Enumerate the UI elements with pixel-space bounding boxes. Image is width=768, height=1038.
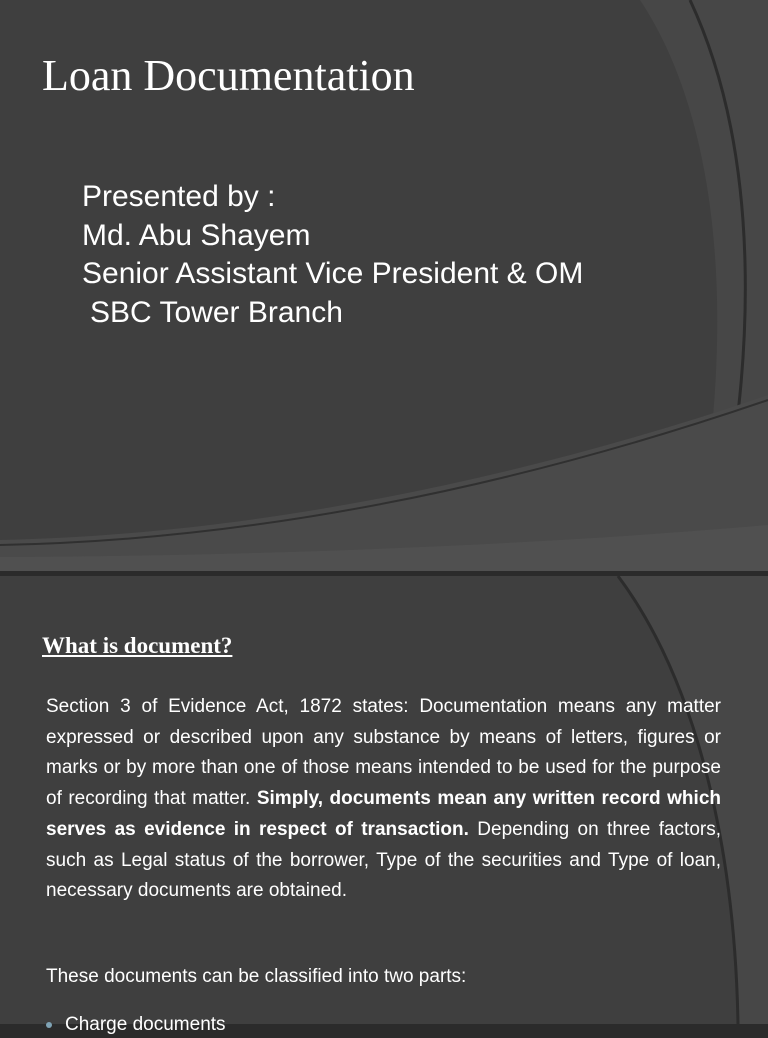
presenter-block bbox=[82, 178, 583, 332]
classification-intro: These documents can be classified into two parts: bbox=[46, 966, 467, 987]
slide-what-is-document bbox=[0, 576, 768, 1035]
section-heading: What is document? bbox=[42, 633, 233, 658]
document-types-list bbox=[46, 1012, 226, 1038]
list-item-label: Charge documents bbox=[65, 1014, 226, 1035]
presenter-name: Md. Abu Shayem bbox=[82, 218, 311, 252]
bullet-dot-icon bbox=[46, 1022, 52, 1028]
list-item bbox=[46, 1012, 226, 1038]
definition-text: Section 3 of Evidence Act, 1872 states: Documentation means any matter expressed or described upon any substance by means of letters, figures or marks or by more than one of those means intended to be used for the purpose of recording that matter. bbox=[46, 696, 721, 810]
definition-text-continued: Depending on three factors, such as Legal status of the borrower, Type of the securities and Type of loan, necessary documents are obtained. bbox=[46, 818, 722, 902]
presented-by-label: Presented by : bbox=[82, 180, 276, 213]
presenter-position: Senior Assistant Vice President & OM bbox=[82, 257, 584, 290]
presenter-branch: SBC Tower Branch bbox=[90, 295, 343, 329]
slide-title-text: Loan Documentation bbox=[42, 51, 415, 100]
definition-paragraph bbox=[46, 692, 721, 907]
definition-emphasis: Simply, documents mean any written record which serves as evidence in respect of transaction. bbox=[46, 788, 721, 840]
